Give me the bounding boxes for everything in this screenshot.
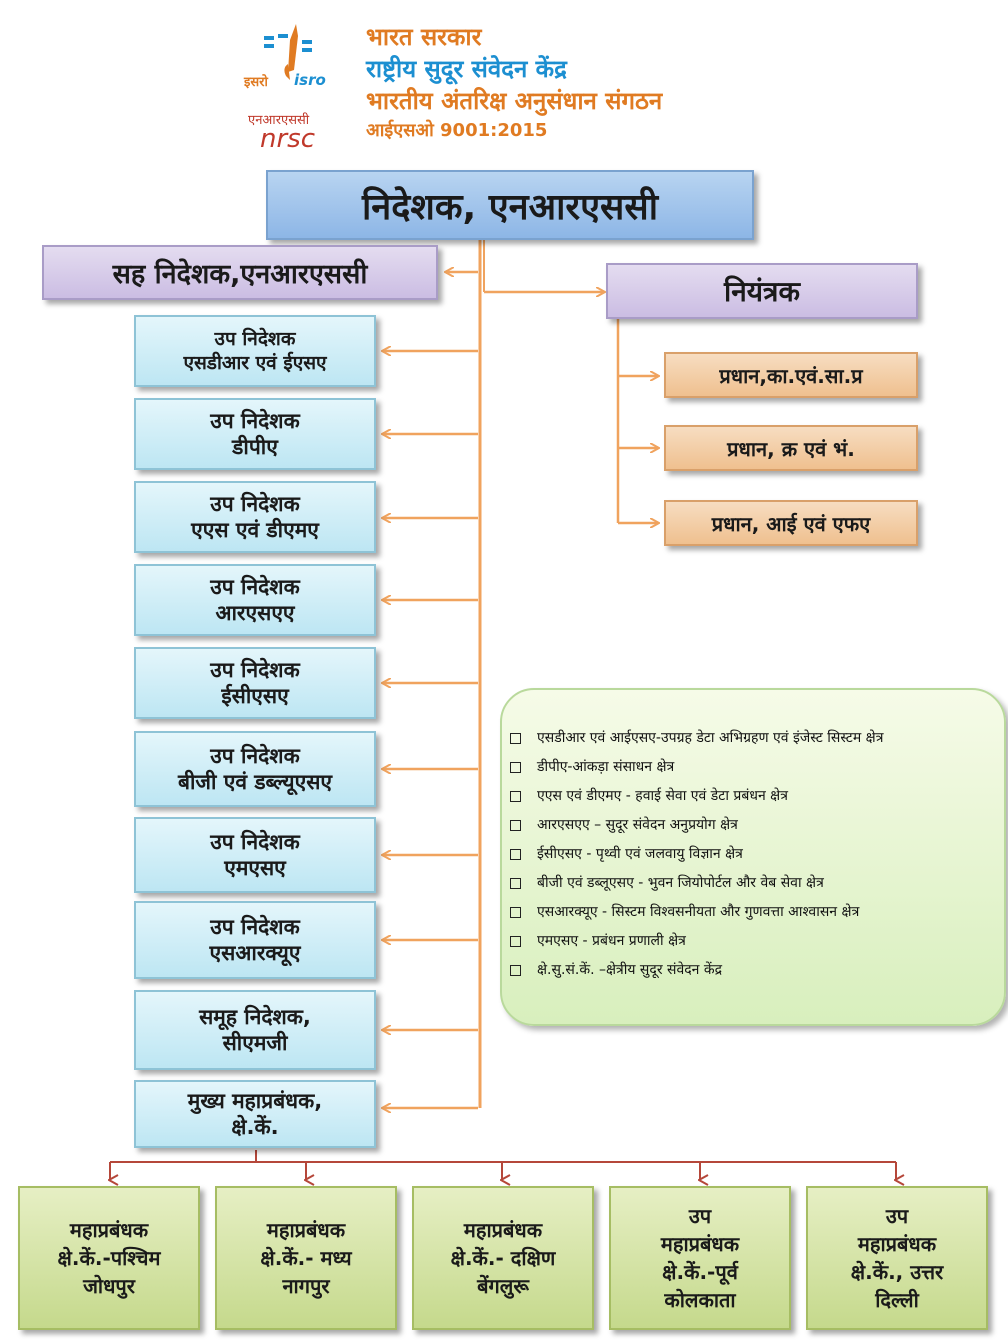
- deputy-dept: ईसीएसए: [221, 684, 289, 708]
- deputy-title: उप निदेशक: [210, 492, 300, 516]
- legend-text: एमएसए - प्रबंधन प्रणाली क्षेत्र: [537, 933, 686, 949]
- deputy-title: उप निदेशक: [210, 830, 300, 854]
- deputy-box: [134, 481, 376, 553]
- controller-head-box: [664, 425, 918, 471]
- deputy-box: [134, 817, 376, 893]
- deputy-box: [134, 731, 376, 807]
- region-line: क्षे.कें.-पूर्व: [662, 1260, 738, 1284]
- legend-item: [510, 753, 1004, 782]
- legend-text: बीजी एवं डब्लूएसए - भुवन जियोपोर्टल और वेब सेवा क्षेत्र: [537, 875, 824, 891]
- associate-director-box: [42, 245, 438, 300]
- nrsc-hindi-text: एनआरएससी: [248, 113, 310, 128]
- isro-nrsc-logo: [238, 22, 358, 152]
- deputy-title: उप निदेशक: [210, 658, 300, 682]
- legend-list: [510, 724, 1004, 985]
- region-line: क्षे.कें.- दक्षिण: [450, 1246, 556, 1270]
- region-line: क्षे.कें., उत्तर: [850, 1260, 944, 1284]
- regional-centre-west: [18, 1186, 200, 1330]
- controller-head-label: प्रधान, क्र एवं भं.: [727, 436, 855, 461]
- controller-head-box: [664, 500, 918, 546]
- nrsc-latin-text: nrsc: [260, 124, 316, 154]
- region-line: कोलकाता: [664, 1288, 736, 1312]
- deputy-dept: एएस एवं डीएमए: [191, 518, 319, 542]
- checkbox-bullet-icon: [510, 849, 521, 860]
- deputy-box: [134, 315, 376, 387]
- deputy-box: [134, 564, 376, 636]
- region-line: जोधपुर: [83, 1274, 135, 1298]
- checkbox-bullet-icon: [510, 762, 521, 773]
- associate-director-label: सह निदेशक,एनआरएससी: [112, 259, 368, 290]
- legend-text: आरएसएए – सुदूर संवेदन अनुप्रयोग क्षेत्र: [537, 817, 738, 833]
- legend-item: [510, 927, 1004, 956]
- region-line: उप: [688, 1204, 712, 1228]
- checkbox-bullet-icon: [510, 820, 521, 831]
- chief-gm-box: [134, 1080, 376, 1148]
- region-line: बेंगलुरू: [477, 1274, 529, 1298]
- legend-item: [510, 898, 1004, 927]
- header-isro: भारतीय अंतरिक्ष अनुसंधान संगठन: [366, 87, 663, 115]
- header-iso: आईएसओ 9001:2015: [366, 120, 548, 141]
- deputy-dept: एसडीआर एवं ईएसए: [183, 352, 327, 374]
- deputy-box: [134, 398, 376, 470]
- region-line: महाप्रबंधक: [69, 1218, 149, 1242]
- legend-item: [510, 956, 1004, 985]
- regional-centre-east: [609, 1186, 791, 1330]
- deputy-dept: एसआरक्यूए: [209, 941, 301, 965]
- legend-item: [510, 782, 1004, 811]
- legend-text: ईसीएसए - पृथ्वी एवं जलवायु विज्ञान क्षेत्र: [537, 846, 743, 862]
- isro-latin-text: isro: [294, 71, 326, 89]
- controller-box: [606, 263, 918, 319]
- deputy-box: [134, 901, 376, 979]
- region-line: महाप्रबंधक: [463, 1218, 543, 1242]
- deputy-box: [134, 647, 376, 719]
- deputy-title: उप निदेशक: [210, 575, 300, 599]
- region-line: महाप्रबंधक: [266, 1218, 346, 1242]
- legend-text: क्षे.सु.सं.कें. –क्षेत्रीय सुदूर संवेदन केंद्र: [537, 962, 723, 978]
- region-line: नागपुर: [282, 1274, 330, 1298]
- checkbox-bullet-icon: [510, 907, 521, 918]
- controller-head-box: [664, 352, 918, 398]
- deputy-title: उप निदेशक: [210, 915, 300, 939]
- legend-item: [510, 869, 1004, 898]
- checkbox-bullet-icon: [510, 965, 521, 976]
- region-line: उप: [885, 1204, 909, 1228]
- legend-item: [510, 840, 1004, 869]
- legend-text: एसडीआर एवं आईएसए-उपग्रह डेटा अभिग्रहण एवं इंजेस्ट सिस्टम क्षेत्र: [537, 730, 884, 746]
- deputy-dept: आरएसएए: [215, 601, 295, 625]
- region-line: क्षे.कें.-पश्चिम: [57, 1246, 161, 1270]
- legend-item: [510, 724, 1004, 753]
- director-box: [266, 170, 754, 240]
- regional-connector-lines: [110, 1150, 896, 1180]
- region-line: महाप्रबंधक: [660, 1232, 740, 1256]
- controller-head-label: प्रधान,का.एवं.सा.प्र: [719, 363, 863, 388]
- regional-centre-central: [215, 1186, 397, 1330]
- deputy-title: उप निदेशक: [214, 328, 296, 350]
- header-govt: भारत सरकार: [366, 23, 482, 51]
- deputy-dept: बीजी एवं डब्ल्यूएसए: [177, 770, 333, 794]
- director-label: निदेशक, एनआरएससी: [361, 186, 659, 228]
- legend-text: एसआरक्यूए - सिस्टम विश्वसनीयता और गुणवत्ता आश्वासन क्षेत्र: [537, 904, 860, 920]
- deputy-dept: क्षे.कें.: [231, 1115, 279, 1139]
- header-nrsc: राष्ट्रीय सुदूर संवेदन केंद्र: [366, 55, 567, 83]
- deputy-dept: एमएसए: [224, 856, 286, 880]
- region-line: महाप्रबंधक: [857, 1232, 937, 1256]
- deputy-title: उप निदेशक: [210, 744, 300, 768]
- region-line: क्षे.कें.- मध्य: [260, 1246, 352, 1270]
- controller-label: नियंत्रक: [724, 275, 800, 308]
- legend-text: एएस एवं डीएमए - हवाई सेवा एवं डेटा प्रबंधन क्षेत्र: [537, 788, 788, 804]
- isro-hindi-text: इसरो: [244, 75, 268, 90]
- checkbox-bullet-icon: [510, 733, 521, 744]
- checkbox-bullet-icon: [510, 936, 521, 947]
- deputy-title: समूह निदेशक,: [199, 1005, 311, 1029]
- regional-centre-south: [412, 1186, 594, 1330]
- group-director-box: [134, 990, 376, 1070]
- checkbox-bullet-icon: [510, 791, 521, 802]
- controller-branch-lines: [618, 318, 658, 523]
- deputy-dept: डीपीए: [232, 435, 278, 459]
- checkbox-bullet-icon: [510, 878, 521, 889]
- region-line: दिल्ली: [875, 1288, 919, 1312]
- deputy-title: उप निदेशक: [210, 409, 300, 433]
- deputy-title: मुख्य महाप्रबंधक,: [187, 1089, 323, 1113]
- abbreviation-legend: [500, 688, 1006, 1026]
- legend-item: [510, 811, 1004, 840]
- regional-centre-north: [806, 1186, 988, 1330]
- arrows-to-deputies: [383, 351, 478, 1108]
- controller-head-label: प्रधान, आई एवं एफए: [711, 511, 871, 536]
- deputy-dept: सीएमजी: [222, 1031, 288, 1055]
- legend-text: डीपीए-आंकड़ा संसाधन क्षेत्र: [537, 759, 675, 775]
- rocket-icon: [238, 22, 358, 102]
